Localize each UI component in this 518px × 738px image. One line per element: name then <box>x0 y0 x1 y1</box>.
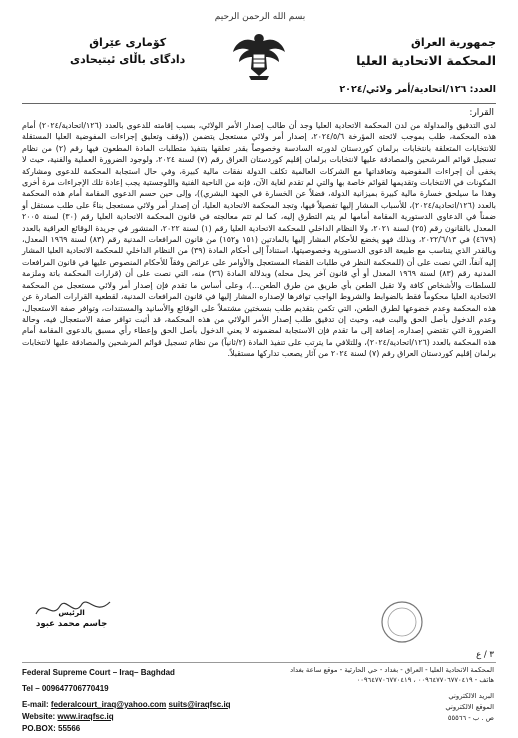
footer-email-ar: البريد الالكتروني <box>448 692 494 700</box>
signature-block <box>36 608 107 629</box>
footer-pobox-ar: ص . ب - ٥٥٥٦٦ <box>447 714 494 722</box>
page-number: ٣ / ع <box>476 650 494 660</box>
decision-heading: القرار: <box>469 108 494 118</box>
decision-body <box>22 120 496 360</box>
footer-email-link-1[interactable]: federalcourt_iraq@yahoo.com <box>50 700 167 709</box>
footer-email-label: E-mail: <box>22 700 51 709</box>
signature-name: جاسم محمد عبود <box>36 619 108 629</box>
header-divider <box>22 103 496 104</box>
footer-phone-ar: هاتف - ٠٠٩٦٤٧٧٠٦٧٧٠٤١٩ ، ٠٠٩٦٤٧٧٠٦٧٧٠٤١٩ <box>356 676 494 684</box>
footer-website <box>22 712 114 721</box>
footer-email-link-2[interactable]: suits@iraqfsc.iq <box>168 700 231 709</box>
decision-paragraph: لدى التدقيق والمداولة من لدن المحكمة الاتحادية العليا وجد أن طالب إصدار الأمر الولائي، بسبب إقامته للدعوى بالعدد (١٢٦/اتحادية/٢٠٢٤) أمام هذه المحكمة، طلب بموجب لائحته المؤرخة ٢٠٢٤/٥/٦، إصدار أمر ولائي مستعجل يتضمن ((وقف وتعليق إجراءات المفوضية العليا المستقلة للانتخابات المتعلقة بانتخابات برلمان كوردستان لدورته السادسة وخصوصاً بقدر تعلقها بتنفيذ متطلبات المادة المطعون فيها رقم (٢) من نظام تسجيل قوائم المرشحين والمصادقة عليها لانتخابات برلمان إقليم كوردستان العراق رقم (٧) لسنة ٢٠٢٤، ولوجود الضرورة العملية والفنية، حيث لا يخفى أن إجراءات المفوضية وتعاقداتها مع الشركات العالمية تكلف الدولة نفقات مالية كبيرة، وفي حال استجابة المحكمة للدعوى ومشاركة المكونات في الانتخابات وتقديمها لقوائم خاصة بها والتي لم تقدم لغاية الآن، فإنه من الناحية الفنية واللوجستية يجب إعادة تلك الإجراءات مرة أخرى وهذا ما سيلحق خسارة مالية كبيرة بميزانية الدولة، فضلاً عن الخسارة في الجهد البشري))، وإلى حين حسم الدعوى المقامة أمام هذه المحكمة بالعدد (١٢٦/اتحادية/٢٠٢٤)، للأسباب المشار إليها تفصيلاً فيها، وتجد المحكمة الاتحادية العليا، أن إصدار أمر ولائي مستعجل بناءً على طلب مستقل أو ضمناً في الدعاوى الدستورية المقامة أمامها لم يتم التطرق إليه، كما لم تتم معالجته في قانون المحكمة الاتحادية العليا رقم (٣٠) لسنة ٢٠٠٥ المعدل بالقانون رقم (٢٥) لسنة ٢٠٢١، ولا النظام الداخلي للمحكمة الاتحادية العليا رقم (١) لسنة ٢٠٢٢، المنشور في جريدة الوقائع العراقية بالعدد (٤٦٧٩) في ٢٠٢٢/٦/١٣، وبذلك فهو يخضع للأحكام المشار إليها بالمادتين (١٥١ و١٥٢) من قانون المرافعات المدنية رقم (٨٣) لسنة ١٩٦٩ المعدل، وبالقدر الذي يتناسب مع طبيعة الدعوى الدستورية وخصوصيتها، استناداً إلى أحكام المادة (٣٩) من النظام الداخلي للمحكمة الاتحادية العليا المشار إليه آنفاً، التي نصت على أن (للمحكمة النظر في طلبات القضاء المستعجل والأوامر على عرائض وفقاً للأحكام المنصوص عليها في قانون المرافعات المدنية رقم (٨٣) لسنة ١٩٦٩ المعدل أو أي قانون آخر يحل محله) وبدلالة المادة (٣٦) منه، التي نصت على أن (قرارات المحكمة باتة وملزمة للسلطات والأشخاص كافة ولا تقبل الطعن بأي طريق من طرق الطعن...)، وعلى أساس ما تقدم فإن إصدار أمر ولائي مستعجل من المحكمة الاتحادية العليا محكوماً فقط بالضوابط والشروط الواجب توافرها لإصداره المشار إليها في قانون المرافعات المدنية، لقطعية القرارات الصادرة عن هذه المحكمة وعدم خضوعها لطرق الطعن، التي تكمن بتقديم طلب بنسختين مشتملاً على الوقائع والأسانيد والمستندات، وتوافر صفة الاستعجال، وعدم الدخول بأصل الحق والبت فيه، وحيث إن تدقيق طلب إصدار الأمر الولائي من هذه المحكمة، قد أثبت توافر صفة الاستعجال فيه، وحالة الضرورة التي تقتضي إصداره، إضافة إلى ما تقدم فإن الاستجابة لمضمونه لا يعني الدخول بأصل الحق وإعطاء رأي مسبق بالدعوى المقامة أمام هذه المحكمة بالعدد (١٢٦/اتحادية/٢٠٢٤)، وللتلافي ما يترتب على تنفيذ المادة (٢/ثانياً) من نظام تسجيل قوائم المرشحين والمصادقة عليها لانتخابات برلمان إقليم كوردستان العراق رقم (٧) لسنة ٢٠٢٤ من آثار يصعب تداركها مستقبلاً. <box>22 121 497 359</box>
court-seal-icon <box>380 600 424 644</box>
header-left <box>70 36 185 66</box>
country-name-ar: جمهورية العراق <box>411 36 496 49</box>
footer-address-ar: المحكمة الاتحادية العليا - العراق - بغداد - حي الحارثية - موقع ساعة بغداد <box>290 666 494 674</box>
footer-website-link[interactable]: www.iraqfsc.iq <box>57 712 114 721</box>
footer-pobox: PO.BOX: 55566 <box>22 724 81 733</box>
footer-divider <box>22 662 496 663</box>
court-name-ar: المحكمة الاتحادية العليا <box>356 53 496 68</box>
signature-title: الرئيس <box>58 608 85 617</box>
court-name-ku: دادگای باڵای ئیتیحادی <box>70 53 186 66</box>
header-right <box>356 36 496 68</box>
footer-phone: Tel – 009647706770419 <box>22 684 109 693</box>
footer-website-label: Website: <box>22 712 58 721</box>
footer-website-ar: الموقع الالكتروني <box>445 703 494 711</box>
footer-court-name: Federal Supreme Court – Iraq– Baghdad <box>22 668 175 677</box>
basmala: بسم الله الرحمن الرحيم <box>214 12 306 22</box>
footer-email <box>22 700 231 709</box>
eagle-emblem-icon <box>229 24 289 84</box>
country-name-ku: كۆماری عێراق <box>89 36 167 49</box>
reference-number: العدد: ١٢٦/اتحادية/أمر ولائي/٢٠٢٤ <box>339 84 496 95</box>
